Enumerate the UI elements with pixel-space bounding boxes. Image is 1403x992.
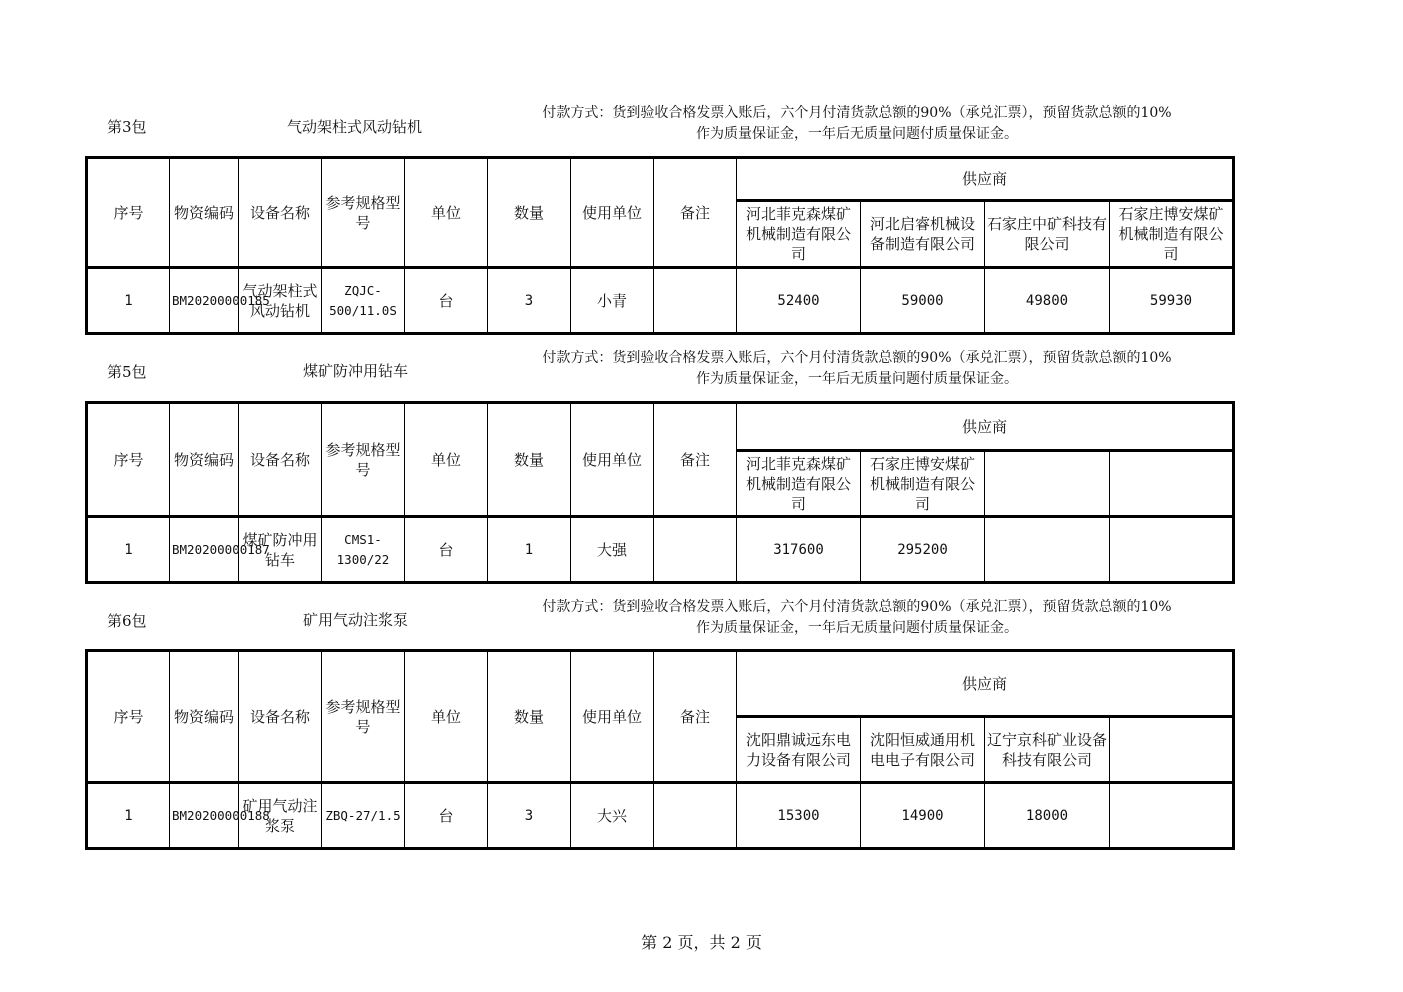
- vendor-name: 石家庄博安煤矿机械制造有限公司: [861, 451, 985, 517]
- header-unit: 单位: [405, 403, 488, 517]
- header-code: 物资编码: [170, 158, 239, 268]
- payment-terms-line2: 作为质量保证金，一年后无质量问题付质量保证金。: [696, 126, 1018, 142]
- vendor-name: [1110, 451, 1234, 517]
- header-spec: 参考规格型号: [322, 158, 405, 268]
- package-table: [85, 156, 1235, 335]
- cell-remark: [654, 268, 737, 334]
- cell-name: 气动架柱式风动钻机: [239, 268, 322, 334]
- vendor-name: 石家庄博安煤矿机械制造有限公司: [1110, 201, 1234, 268]
- vendor-name: 河北菲克森煤矿机械制造有限公司: [737, 201, 861, 268]
- cell-price: [1110, 783, 1234, 849]
- payment-terms: [477, 103, 1237, 145]
- package-label: 第5包: [107, 363, 147, 381]
- header-qty: 数量: [488, 158, 571, 268]
- vendor-name: 沈阳恒威通用机电电子有限公司: [861, 717, 985, 783]
- header-seq: 序号: [87, 403, 170, 517]
- cell-user: 大强: [571, 517, 654, 583]
- header-name: 设备名称: [239, 158, 322, 268]
- package-table: [85, 401, 1235, 584]
- payment-terms-line1: 付款方式：货到验收合格发票入账后，六个月付清货款总额的90%（承兑汇票），预留货款总额的10%: [542, 105, 1172, 121]
- cell-code: BM20200000188: [170, 783, 239, 849]
- cell-qty: 3: [488, 268, 571, 334]
- header-name: 设备名称: [239, 403, 322, 517]
- header-qty: 数量: [488, 651, 571, 783]
- header-user: 使用单位: [571, 651, 654, 783]
- cell-seq: 1: [87, 268, 170, 334]
- cell-unit: 台: [405, 517, 488, 583]
- cell-price: 317600: [737, 517, 861, 583]
- cell-qty: 3: [488, 783, 571, 849]
- vendor-name: 河北菲克森煤矿机械制造有限公司: [737, 451, 861, 517]
- cell-price: [1110, 517, 1234, 583]
- vendor-name: [985, 451, 1110, 517]
- header-seq: 序号: [87, 651, 170, 783]
- header-unit: 单位: [405, 158, 488, 268]
- vendor-name: 沈阳鼎诚远东电力设备有限公司: [737, 717, 861, 783]
- package-label: 第3包: [107, 118, 147, 136]
- header-supplier: 供应商: [737, 651, 1234, 717]
- vendor-name: 河北启睿机械设备制造有限公司: [861, 201, 985, 268]
- header-remark: 备注: [654, 158, 737, 268]
- payment-terms-line1: 付款方式：货到验收合格发票入账后，六个月付清货款总额的90%（承兑汇票），预留货款总额的10%: [542, 350, 1172, 366]
- cell-price: 59930: [1110, 268, 1234, 334]
- cell-qty: 1: [488, 517, 571, 583]
- cell-price: 14900: [861, 783, 985, 849]
- header-user: 使用单位: [571, 158, 654, 268]
- header-spec: 参考规格型号: [322, 651, 405, 783]
- cell-name: 矿用气动注浆泵: [239, 783, 322, 849]
- cell-price: 295200: [861, 517, 985, 583]
- header-unit: 单位: [405, 651, 488, 783]
- header-code: 物资编码: [170, 403, 239, 517]
- header-user: 使用单位: [571, 403, 654, 517]
- cell-seq: 1: [87, 517, 170, 583]
- package-title: 矿用气动注浆泵: [303, 611, 409, 629]
- cell-spec: ZBQ-27/1.5: [322, 783, 405, 849]
- payment-terms-line2: 作为质量保证金，一年后无质量问题付质量保证金。: [696, 620, 1018, 636]
- package-title: 煤矿防冲用钻车: [303, 362, 409, 380]
- header-seq: 序号: [87, 158, 170, 268]
- cell-spec: CMS1-1300/22: [322, 517, 405, 583]
- cell-remark: [654, 517, 737, 583]
- cell-price: 52400: [737, 268, 861, 334]
- cell-remark: [654, 783, 737, 849]
- vendor-name: 辽宁京科矿业设备科技有限公司: [985, 717, 1110, 783]
- cell-price: 59000: [861, 268, 985, 334]
- header-supplier: 供应商: [737, 403, 1234, 451]
- header-spec: 参考规格型号: [322, 403, 405, 517]
- payment-terms: [477, 348, 1237, 390]
- header-code: 物资编码: [170, 651, 239, 783]
- cell-user: 大兴: [571, 783, 654, 849]
- package-label: 第6包: [107, 612, 147, 630]
- package-title: 气动架柱式风动钻机: [287, 118, 423, 136]
- cell-unit: 台: [405, 783, 488, 849]
- cell-unit: 台: [405, 268, 488, 334]
- cell-price: 49800: [985, 268, 1110, 334]
- header-qty: 数量: [488, 403, 571, 517]
- package-table: [85, 649, 1235, 850]
- cell-price: 15300: [737, 783, 861, 849]
- header-remark: 备注: [654, 403, 737, 517]
- header-remark: 备注: [654, 651, 737, 783]
- header-name: 设备名称: [239, 651, 322, 783]
- header-supplier: 供应商: [737, 158, 1234, 201]
- page-footer: 第 2 页，共 2 页: [641, 933, 762, 952]
- payment-terms: [477, 597, 1237, 639]
- cell-name: 煤矿防冲用钻车: [239, 517, 322, 583]
- payment-terms-line2: 作为质量保证金，一年后无质量问题付质量保证金。: [696, 371, 1018, 387]
- cell-seq: 1: [87, 783, 170, 849]
- cell-code: BM20200000187: [170, 517, 239, 583]
- cell-user: 小青: [571, 268, 654, 334]
- cell-price: 18000: [985, 783, 1110, 849]
- cell-code: BM20200000185: [170, 268, 239, 334]
- vendor-name: 石家庄中矿科技有限公司: [985, 201, 1110, 268]
- cell-price: [985, 517, 1110, 583]
- payment-terms-line1: 付款方式：货到验收合格发票入账后，六个月付清货款总额的90%（承兑汇票），预留货款总额的10%: [542, 599, 1172, 615]
- cell-spec: ZQJC-500/11.0S: [322, 268, 405, 334]
- vendor-name: [1110, 717, 1234, 783]
